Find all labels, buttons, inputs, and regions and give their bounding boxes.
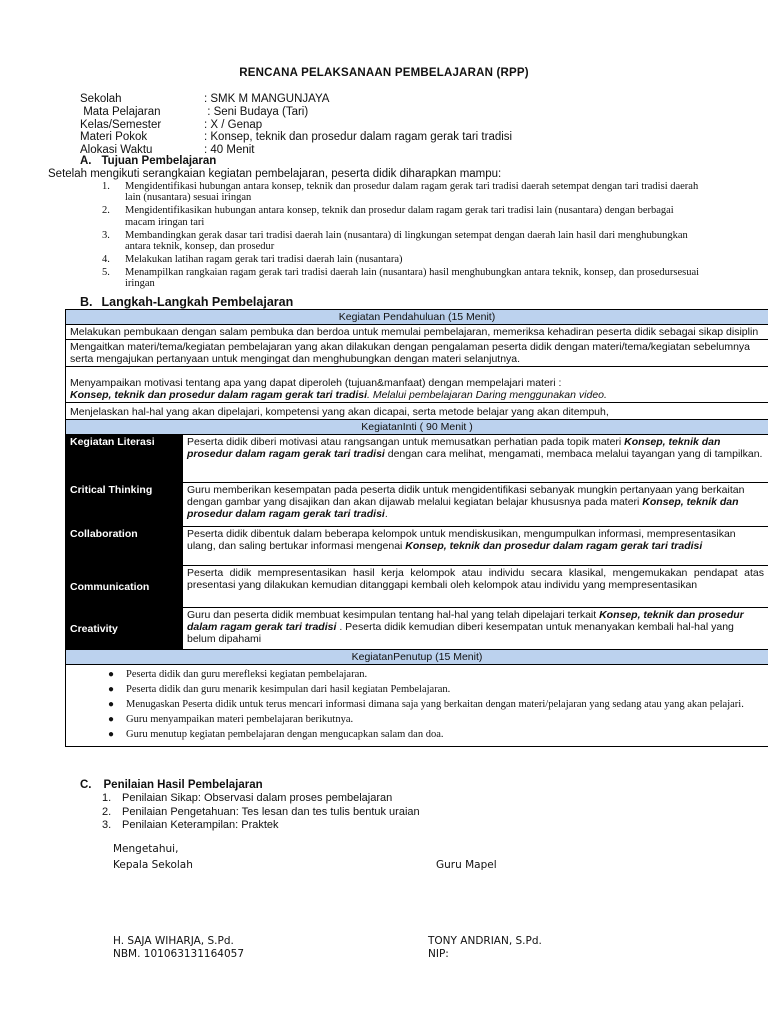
assessment-list — [100, 792, 420, 833]
bullet-icon: ● — [108, 669, 115, 680]
identity-label: Sekolah — [80, 93, 122, 105]
stage-text-part: Guru memberikan kesempatan pada peserta didik untuk mengidentifikasi sebanyak mungkin pertanyaan yang berkaitan dengan gambar yang disajikan dan akan dijawab melalui kegiatan belajar khususnya pada materi — [187, 484, 745, 508]
bullet-icon: ● — [108, 699, 115, 710]
penutup-header-row — [66, 650, 768, 665]
pendahuluan-row-1: Melakukan pembukaan dengan salam pembuka dan berdoa untuk memulai pembelajaran, memeriksa kehadiran peserta didik sebagai sikap disiplin — [66, 325, 768, 340]
item-text: Penilaian Sikap: Observasi dalam proses pembelajaran — [122, 792, 393, 804]
item-text: Peserta didik dan guru merefleksi kegiatan pembelajaran. — [126, 669, 368, 680]
list-item — [70, 699, 764, 712]
item-number: 1. — [102, 181, 110, 192]
stage-text — [183, 435, 768, 483]
stage-text — [183, 527, 768, 566]
left-signatory-id: NBM. 101063131164057 — [113, 948, 244, 960]
table-row — [66, 340, 768, 367]
list-item — [100, 819, 420, 833]
list-item — [100, 205, 700, 228]
section-letter: A. — [80, 155, 92, 167]
pendahuluan-row-2: Mengaitkan materi/tema/kegiatan pembelajaran yang akan dilakukan dengan pengalaman peserta didik dengan materi/tema/kegiatan sebelumnya serta mengajukan pertanyaan untuk mengingat dan menghubungkan dengan materi selanjutnya. — [66, 340, 768, 367]
list-item — [100, 806, 420, 820]
stage-text — [183, 483, 768, 527]
section-title: Penilaian Hasil Pembelajaran — [103, 779, 263, 791]
bullet-icon: ● — [108, 714, 115, 725]
list-item — [100, 181, 700, 204]
identity-row-materi — [80, 131, 512, 144]
item-text: Guru menyampaikan materi pembelajaran berikutnya. — [126, 714, 354, 725]
stage-text-part: . Peserta didik kemudian diberi kesempatan untuk menanyakan kembali hal-hal yang belum dipahami — [187, 621, 734, 645]
document-title: RENCANA PELAKSANAAN PEMBELAJARAN (RPP) — [239, 67, 529, 79]
identity-label: Alokasi Waktu — [80, 144, 153, 156]
stage-topic: Konsep, teknik dan prosedur dalam ragam gerak tari tradisi — [405, 540, 703, 552]
stage-text-part: Peserta didik dibentuk dalam beberapa kelompok untuk mendiskusikan, mengumpulkan informasi, mempresentasikan ulang, dan saling bertukar informasi mengenai — [187, 528, 736, 552]
table-row — [66, 367, 768, 403]
item-text: Melakukan latihan ragam gerak tari tradisi daerah lain (nusantara) — [125, 253, 403, 265]
list-item — [70, 729, 764, 742]
stage-text-part: Peserta didik diberi motivasi atau rangsangan untuk memusatkan perhatian pada topik materi — [187, 436, 625, 448]
table-row — [66, 483, 768, 527]
stage-topic: Konsep, teknik dan prosedur dalam ragam gerak tari tradisi — [187, 609, 744, 633]
section-a-heading — [80, 155, 216, 167]
stage-topic: Konsep, teknik dan prosedur dalam ragam gerak tari tradisi — [187, 436, 721, 460]
pendahuluan-header: Kegiatan Pendahuluan (15 Menit) — [66, 310, 768, 325]
identity-value: : Seni Budaya (Tari) — [204, 106, 309, 118]
item-text: Guru menutup kegiatan pembelajaran dengan mengucapkan salam dan doa. — [126, 729, 444, 740]
section-title: Tujuan Pembelajaran — [101, 155, 217, 167]
stage-text — [183, 608, 768, 650]
list-item — [100, 792, 420, 806]
identity-row-mapel — [80, 106, 308, 119]
stage-text-part: dengan cara melihat, mengamati, membaca melalui tayangan yang di tampilkan. — [384, 448, 763, 460]
section-letter: B. — [80, 295, 93, 309]
stage-label: Kegiatan Literasi — [66, 435, 183, 483]
penutup-header: KegiatanPenutup (15 Menit) — [66, 650, 768, 665]
item-number: 2. — [102, 205, 110, 217]
item-text: Penilaian Pengetahuan: Tes lesan dan tes tulis bentuk uraian — [122, 805, 420, 818]
identity-label: Mata Pelajaran — [80, 106, 161, 118]
learning-steps-table — [65, 309, 768, 747]
stage-label: Critical Thinking — [66, 483, 183, 527]
motivasi-tail: . Melalui pembelajaran Daring menggunakan video. — [367, 389, 607, 401]
item-text: Mengidentifikasikan hubungan antara konsep, teknik dan prosedur dalam ragam gerak tari tradisi lain (nusantara) dengan berbagai macam iringan tari — [125, 205, 674, 228]
right-signatory-role: Guru Mapel — [436, 859, 497, 871]
section-letter: C. — [80, 779, 92, 791]
item-number: 1. — [102, 792, 112, 804]
list-item — [70, 669, 764, 682]
penutup-cell — [66, 665, 768, 747]
identity-value: : SMK M MANGUNJAYA — [204, 93, 330, 105]
closing-list — [70, 669, 764, 742]
pendahuluan-row-4: Menjelaskan hal-hal yang akan dipelajari, kompetensi yang akan dicapai, serta metode belajar yang akan ditempuh, — [66, 403, 768, 420]
section-c-heading — [80, 779, 263, 791]
identity-row-sekolah — [80, 93, 329, 106]
right-signatory-id: NIP: — [428, 948, 449, 960]
stage-label: Creativity — [66, 608, 183, 650]
pendahuluan-header-row — [66, 310, 768, 325]
stage-text — [183, 566, 768, 608]
stage-topic: Konsep, teknik dan prosedur dalam ragam gerak tari tradisi — [187, 496, 739, 520]
stage-text-part: . — [384, 508, 388, 520]
stage-text-part: Peserta didik mempresentasikan hasil kerja kelompok atau individu secara klasikal, mengemukakan pendapat atas presentasi yang dilakukan kemudian ditanggapi kembali oleh kelompok atau individu yang mempresentasikan — [187, 567, 765, 591]
left-signatory-role: Kepala Sekolah — [113, 859, 193, 871]
table-row — [66, 665, 768, 747]
list-item — [100, 254, 700, 265]
section-b-heading — [80, 295, 293, 309]
stage-text-part: Guru dan peserta didik membuat kesimpulan tentang hal-hal yang telah dipelajari terkait — [187, 609, 600, 621]
item-number: 2. — [102, 805, 112, 818]
identity-value: : Konsep, teknik dan prosedur dalam ragam gerak tari tradisi — [204, 131, 513, 143]
list-item — [70, 714, 764, 727]
bullet-icon: ● — [108, 684, 115, 695]
stage-label: Collaboration — [66, 527, 183, 566]
list-item — [70, 684, 764, 697]
acknowledge-text: Mengetahui, — [113, 843, 179, 855]
stage-label: Communication — [66, 566, 183, 608]
item-number: 4. — [102, 253, 110, 265]
motivasi-topic: Konsep, teknik dan prosedur dalam ragam gerak tari tradisi — [70, 389, 368, 401]
pendahuluan-row-3 — [66, 367, 768, 403]
table-row — [66, 403, 768, 420]
item-number: 3. — [102, 819, 112, 831]
identity-value: : 40 Menit — [204, 144, 255, 156]
item-text: Penilaian Keterampilan: Praktek — [122, 819, 279, 831]
table-row — [66, 435, 768, 483]
left-signatory-name: H. SAJA WIHARJA, S.Pd. — [113, 935, 234, 947]
identity-label: Materi Pokok — [80, 131, 148, 143]
item-number: 5. — [102, 266, 110, 278]
table-row — [66, 566, 768, 608]
table-row — [66, 325, 768, 340]
item-text: Menampilkan rangkaian ragam gerak tari tradisi daerah lain (nusantara) hasil menghubungkan antara teknik, konsep, dan prosedursesuai iringan — [125, 266, 700, 290]
section-title: Langkah-Langkah Pembelajaran — [101, 295, 294, 309]
bullet-icon: ● — [108, 729, 115, 740]
list-item — [100, 267, 700, 290]
item-number: 3. — [102, 229, 110, 241]
inti-header-row — [66, 420, 768, 435]
item-text: Mengidentifikasi hubungan antara konsep, teknik dan prosedur dalam ragam gerak tari tradisi daerah setempat dengan tari tradisi daerah lain (nusantara) sesuai iringan — [125, 181, 699, 204]
item-text: Menugaskan Peserta didik untuk terus mencari informasi dimana saja yang berkaitan dengan materi/pelajaran yang sedang atau yang akan pelajari. — [126, 699, 744, 710]
goals-list — [100, 181, 700, 291]
identity-label: Kelas/Semester — [80, 119, 162, 131]
inti-header: KegiatanInti ( 90 Menit ) — [66, 420, 768, 435]
item-text: Peserta didik dan guru menarik kesimpulan dari hasil kegiatan Pembelajaran. — [126, 684, 451, 695]
item-text: Membandingkan gerak dasar tari tradisi daerah lain (nusantara) di lingkungan setempat dengan daerah lain hasil dari menghubungkan antara teknik, konsep, dan prosedur — [125, 229, 688, 253]
goals-intro: Setelah mengikuti serangkaian kegiatan pembelajaran, peserta didik diharapkan mampu: — [48, 168, 502, 180]
list-item — [100, 230, 700, 253]
table-row — [66, 527, 768, 566]
identity-value: : X / Genap — [204, 119, 263, 131]
right-signatory-name: TONY ANDRIAN, S.Pd. — [428, 935, 542, 947]
motivasi-intro: Menyampaikan motivasi tentang apa yang dapat diperoleh (tujuan&manfaat) dengan mempelajari materi : — [70, 377, 562, 389]
table-row — [66, 608, 768, 650]
